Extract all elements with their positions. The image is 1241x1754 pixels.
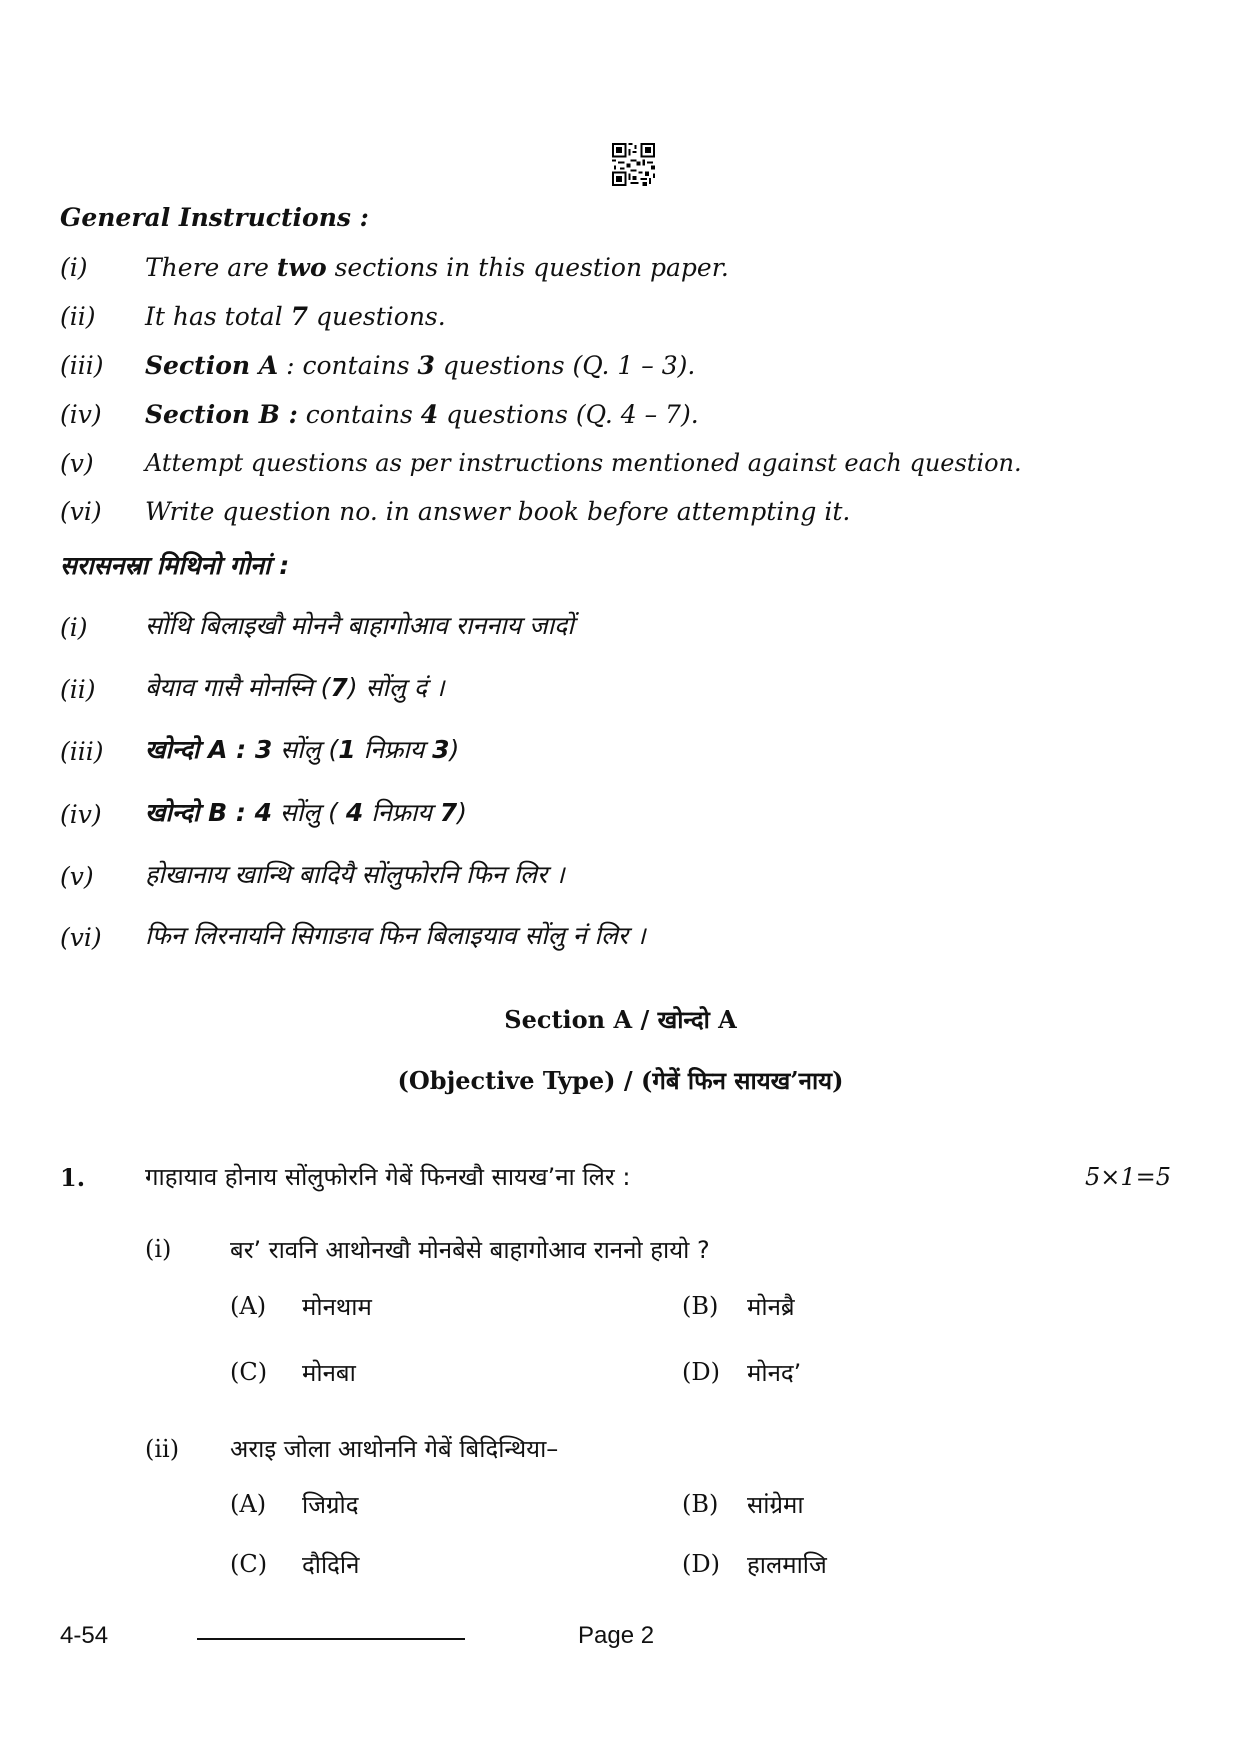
- option-text: मोनब्रै: [747, 1293, 795, 1321]
- bodo-instructions-title: सरासनस्रा मिथिनो गोनां :: [60, 551, 290, 580]
- option-text: सांग्रेमा: [747, 1491, 804, 1519]
- instruction-text: It has total 7 questions.: [145, 302, 446, 331]
- instruction-text: Section B : contains 4 questions (Q. 4 – 7).: [145, 400, 699, 429]
- instruction-number: (v): [60, 862, 94, 891]
- instruction-text: खोन्दो A : 3 सोंलु (1 निफ्राय 3): [145, 735, 460, 764]
- option-text: दौदिनि: [302, 1551, 360, 1579]
- section-title: Section A / खोन्दो A: [504, 1005, 737, 1034]
- option-label: (A): [230, 1490, 267, 1518]
- instruction-text: फिन लिरनायनि सिगाङाव फिन बिलाइयाव सोंलु नं लिर ।: [145, 921, 646, 950]
- instruction-number: (i): [60, 613, 88, 642]
- option-text: जिग्रोद: [302, 1491, 359, 1519]
- instruction-text: होखानाय खान्थि बादियै सोंलुफोरनि फिन लिर ।: [145, 860, 565, 889]
- option-text: मोनथाम: [302, 1293, 372, 1321]
- general-instructions-title: General Instructions :: [60, 203, 369, 232]
- instruction-text: Section A : contains 3 questions (Q. 1 – 3).: [145, 351, 696, 380]
- subquestion-text: अराइ जोला आथोननि गेबें बिदिन्थिया–: [230, 1435, 559, 1463]
- instruction-text: बेयाव गासै मोनस्नि (7) सोंलु दं ।: [145, 673, 445, 702]
- question-text: गाहायाव होनाय सोंलुफोरनि गेबें फिनखौ सायख’ना लिर :: [145, 1163, 631, 1191]
- option-text: मोनबा: [302, 1359, 356, 1387]
- instruction-number: (iv): [60, 800, 102, 829]
- instruction-text: Attempt questions as per instructions mentioned against each question.: [145, 449, 1022, 477]
- option-label: (B): [682, 1292, 719, 1320]
- section-subtitle: (Objective Type) / (गेबें फिन सायख’नाय): [397, 1066, 844, 1095]
- question-number: 1.: [60, 1163, 86, 1192]
- instruction-number: (iii): [60, 351, 104, 380]
- option-label: (C): [230, 1358, 268, 1386]
- instruction-text: There are two sections in this question paper.: [145, 253, 729, 282]
- page-number: Page 2: [578, 1622, 655, 1649]
- instruction-text: सोंथि बिलाइखौ मोननै बाहागोआव राननाय जादों: [145, 611, 574, 640]
- subquestion-text: बर’ रावनि आथोनखौ मोनबेसे बाहागोआव राननो हायो ?: [230, 1236, 710, 1264]
- subquestion-number: (ii): [145, 1435, 180, 1463]
- instruction-number: (iv): [60, 400, 102, 429]
- instruction-number: (iii): [60, 737, 104, 766]
- option-label: (D): [682, 1358, 720, 1386]
- instruction-number: (vi): [60, 923, 102, 952]
- instruction-number: (ii): [60, 302, 96, 331]
- option-text: मोनद’: [747, 1359, 802, 1387]
- instruction-number: (v): [60, 449, 94, 478]
- qr-code-image: [612, 143, 655, 186]
- instruction-number: (vi): [60, 497, 102, 526]
- option-label: (D): [682, 1550, 720, 1578]
- footer-divider: [197, 1638, 465, 1640]
- instruction-number: (ii): [60, 675, 96, 704]
- question-marks: 5×1=5: [1084, 1163, 1171, 1191]
- instruction-number: (i): [60, 253, 88, 282]
- option-label: (C): [230, 1550, 268, 1578]
- paper-code: 4-54: [60, 1622, 109, 1649]
- instruction-text: खोन्दो B : 4 सोंलु ( 4 निफ्राय 7): [145, 798, 467, 827]
- option-text: हालमाजि: [747, 1551, 827, 1579]
- instruction-text: Write question no. in answer book before attempting it.: [145, 497, 851, 526]
- option-label: (B): [682, 1490, 719, 1518]
- option-label: (A): [230, 1292, 267, 1320]
- subquestion-number: (i): [145, 1235, 172, 1263]
